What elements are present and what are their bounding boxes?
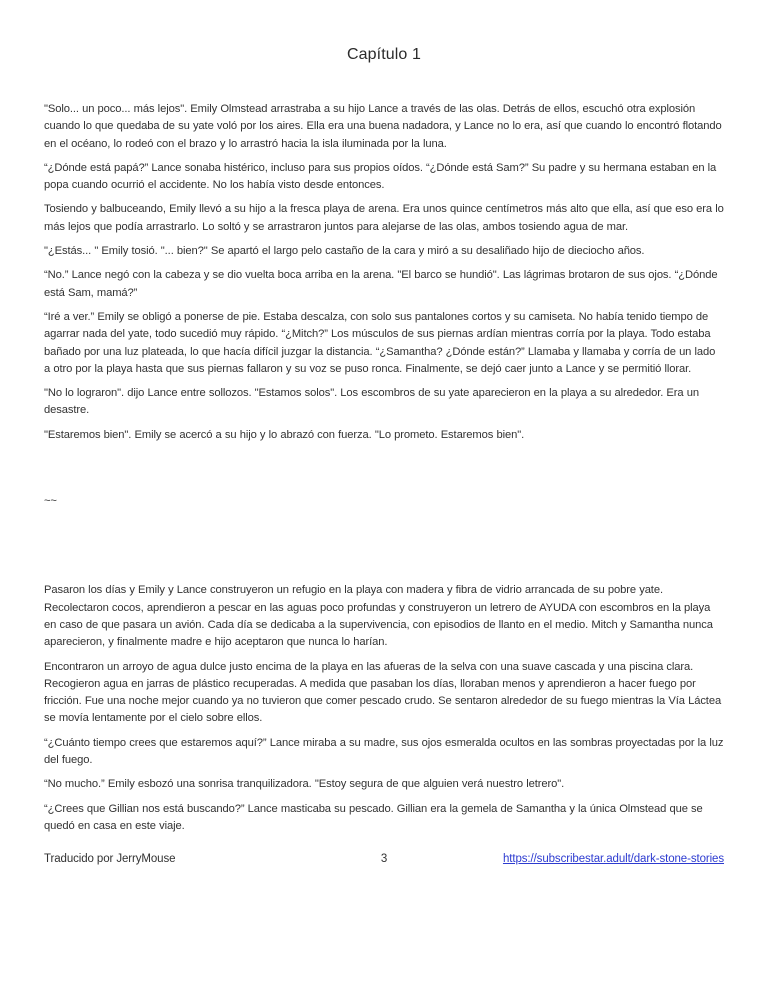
story-paragraph: “No mucho.” Emily esbozó una sonrisa tranquilizadora. "Estoy segura de que alguien verá nuestro letrero". — [44, 778, 565, 791]
chapter-title: Capítulo 1 — [347, 46, 421, 63]
scene-break: ~~ — [44, 495, 57, 508]
blank-space — [44, 517, 724, 582]
page-footer — [44, 852, 724, 867]
blank-space — [44, 451, 724, 493]
subscribestar-link[interactable]: https://subscribestar.adult/dark-stone-stories — [502, 853, 725, 866]
story-paragraph: "Estaremos bien". Emily se acercó a su hijo y lo abrazó con fuerza. "Lo prometo. Estaremos bien". — [44, 428, 525, 441]
story-paragraph: “¿Cuánto tiempo crees que estaremos aquí?” Lance miraba a su madre, sus ojos esmeralda ocultos en las sombras proyectadas por la luz del fuego. — [44, 736, 724, 767]
story-paragraph: “¿Dónde está papá?” Lance sonaba histérico, incluso para sus propios oídos. “¿Dónde está Sam?” Su padre y su hermana estaban en la popa cuando ocurrió el accidente. No los había visto desde entonces. — [44, 161, 717, 192]
story-paragraph: Tosiendo y balbuceando, Emily llevó a su hijo a la fresca playa de arena. Era unos quince centímetros más alto que ella, así que eso era lo más lejos que podía arrastrarlo. Lo soltó y se arrastraron juntos para alejarse de las olas, ambos tosiendo agua de mar. — [44, 203, 724, 233]
story-paragraph: Pasaron los días y Emily y Lance construyeron un refugio en la playa con madera y fibra de vidrio arrancada de su pobre yate. Recolectaron cocos, aprendieron a pescar en las aguas poco profundas y construyeron un letrero de AYUDA con escombros en la playa en caso de que pasara un avión. Cada día se dedicaba a la supervivencia, con episodios de llanto en el medio. Mitch y Samantha nunca aparecieron, y finalmente madre e hijo aceptaron que nunca lo harían. — [44, 584, 713, 649]
story-paragraph: Encontraron un arroyo de agua dulce justo encima de la playa en las afueras de la selva con una suave cascada y una piscina clara. Recogieron agua en jarras de plástico recuperadas. A medida que pasaban los días, lloraban menos y aprendieron a hacer fuego por fricción. Fue una noche mejor cuando ya no tuvieron que comer pescado crudo. Se sentaron alrededor de su fuego mientras la Vía Láctea se movía lentamente por el cielo sobre ellos. — [44, 660, 722, 725]
story-paragraph: "¿Estás... " Emily tosió. "... bien?" Se apartó el largo pelo castaño de la cara y miró a su desaliñado hijo de dieciocho años. — [44, 245, 645, 258]
story-paragraph: “No.” Lance negó con la cabeza y se dio vuelta boca arriba en la arena. "El barco se hundió". Las lágrimas brotaron de sus ojos. “¿Dónde está Sam, mamá?” — [44, 269, 718, 299]
story-content — [44, 101, 724, 842]
story-paragraph: "No lo lograron". dijo Lance entre sollozos. "Estamos solos". Los escombros de su yate aparecieron en la playa a su alrededor. Era un desastre. — [44, 387, 699, 417]
translator-credit: Traducido por JerryMouse — [44, 853, 176, 866]
story-paragraph: “Iré a ver.” Emily se obligó a ponerse de pie. Estaba descalza, con solo sus pantalones cortos y su camiseta. No había tenido tiempo de agarrar nada del yate, todo sucedió muy rápido. “¿Mitch?” Los músculos de sus piernas ardían mientras corría por la playa. Todo estaba bañado por una luz plateada, lo que hacía difícil juzgar la distancia. “¿Samantha? ¿Dónde están?” Llamaba y llamaba y corría de un lado a otro por la playa hasta que sus piernas fallaron y su voz se puso ronca. Finalmente, se dejó caer junto a Lance y se permitió llorar. — [44, 310, 716, 375]
story-paragraph: "Solo... un poco... más lejos". Emily Olmstead arrastraba a su hijo Lance a través de las olas. Detrás de ellos, escuchó otra explosión cuando lo que quedaba de su yate voló por los aires. Ella era una buena nadadora, y Lance no lo era, así que cuando lo encontró flotando en el océano, lo rodeó con el brazo y lo arrastró hacia la isla iluminada por la luna. — [44, 103, 722, 150]
page-number: 3 — [380, 853, 388, 866]
story-paragraph: “¿Crees que Gillian nos está buscando?” Lance masticaba su pescado. Gillian era la gemela de Samantha y la única Olmstead que se quedó en casa en este viaje. — [44, 802, 703, 832]
